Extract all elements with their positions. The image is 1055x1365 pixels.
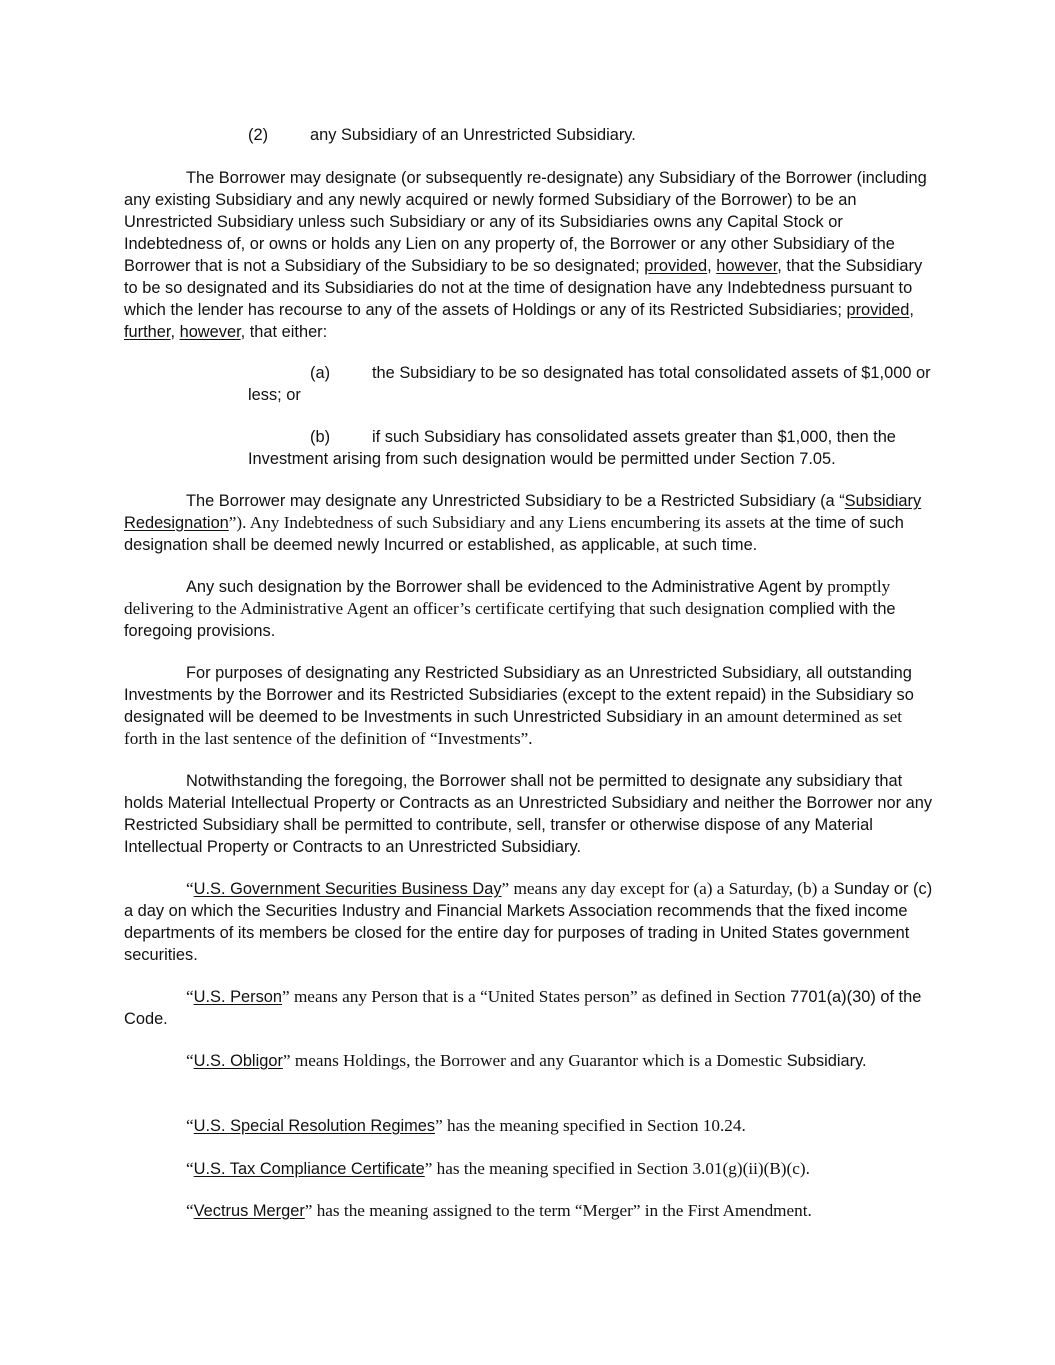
text-run: complied with the foregoing provisions. (124, 600, 896, 640)
sub-item-number: (a) (310, 364, 331, 382)
sub-item-a (248, 362, 938, 406)
list-number: (2) (248, 126, 269, 144)
text-run: Notwithstanding the foregoing, the Borrower shall not be permitted to designate any subsidiary that holds Material Intellectual Property or Contracts as an Unrestricted Subsidiary and neither the Borrower nor any Restricted Subsidiary shall be permitted to contribute, sell, transfer or otherwise dispose of any Material Intellectual Property or Contracts to an Unrestricted Subsidiary. (124, 772, 933, 856)
sub-item-number: (b) (310, 428, 331, 446)
defined-term: U.S. Obligor (193, 1052, 283, 1070)
defined-term: Vectrus Merger (193, 1202, 305, 1220)
text-run: For purposes of designating any Restricted Subsidiary as an Unrestricted Subsidiary, all outstanding Investments by the Borrower and its Restricted Subsidiaries (except to the extent repaid) in the Subsidiary so designated will be deemed to be Investments in such Unrestricted Subsidiary in an (124, 664, 914, 726)
text-run: “ (186, 987, 194, 1006)
definition-special-resolution (124, 1115, 939, 1137)
text-run: The Borrower may designate (or subsequently re-designate) any Subsidiary of the Borrower (including any existing Subsidiary and any newly acquired or newly formed Subsidiary of the Borrower) to be an Unrestricted Subsidiary unless such Subsidiary or any of its Subsidiaries owns any Capital Stock or Indebtedness of, or owns or holds any Lien on any property of, the Borrower or any other Subsidiary of the Borrower that is not a Subsidiary of the Subsidiary to be so designated; (124, 169, 927, 275)
text-run: “ (186, 1201, 194, 1220)
definition-us-person (124, 986, 939, 1030)
list-text: any Subsidiary of an Unrestricted Subsidiary. (310, 126, 636, 144)
text-run: ”). (228, 513, 250, 532)
definition-vectrus-merger (124, 1200, 939, 1222)
text-run: “ (186, 1051, 194, 1070)
text-run: “ (186, 1116, 194, 1135)
text-run: 7701(a)(30) of the Code. (124, 988, 922, 1028)
text-run: ” has the meaning specified in Section 10.24. (435, 1116, 746, 1135)
text-run: ” has the meaning assigned to the term “Merger” in the First Amendment. (304, 1201, 812, 1220)
text-run: ” means any Person that is a “United States person” as defined in Section (282, 987, 786, 1006)
definition-business-day (124, 878, 939, 966)
sub-item-b (248, 426, 938, 470)
paragraph-unrestricted-designation (124, 167, 939, 343)
text-run: ” means Holdings, the Borrower and any Guarantor which is a Domestic (282, 1051, 783, 1070)
sub-item-text: the Subsidiary to be so designated has total consolidated assets of $1,000 or less; or (248, 364, 931, 404)
defined-term: U.S. Government Securities Business Day (193, 880, 502, 898)
sub-item-text: if such Subsidiary has consolidated assets greater than $1,000, then the Investment arising from such designation would be permitted under Section 7.05. (248, 428, 896, 468)
text-run: promptly delivering to the Administrative Agent an officer’s certificate certifying that such designation (124, 577, 891, 618)
paragraph-notwithstanding (124, 770, 939, 858)
text-run: “ (186, 1159, 194, 1178)
text-run: The Borrower may designate any Unrestricted Subsidiary to be a Restricted Subsidiary (a “ (186, 492, 845, 510)
text-run: amount determined as set forth in the last sentence of the definition of “Investments”. (124, 707, 903, 748)
text-run: ” means any day except for (a) a Saturday, (b) a (501, 879, 830, 898)
underlined-term: provided (644, 257, 708, 275)
underlined-term: Subsidiary Redesignation (124, 492, 922, 532)
defined-term: U.S. Tax Compliance Certificate (193, 1160, 425, 1178)
definition-us-obligor (124, 1050, 939, 1072)
text-run: , that either: (240, 323, 328, 341)
text-run: at the time of such designation shall be deemed newly Incurred or established, as applicable, at such time. (124, 514, 904, 554)
underlined-term: however (716, 257, 778, 275)
paragraph-redesignation (124, 490, 939, 556)
text-run: Subsidiary. (782, 1052, 867, 1070)
defined-term: U.S. Special Resolution Regimes (193, 1117, 436, 1135)
text-run: , (170, 323, 180, 341)
underlined-term: further (124, 323, 171, 341)
text-run: , (707, 257, 717, 275)
text-run: ” has the meaning specified in Section 3.01(g)(ii)(B)(c). (424, 1159, 810, 1178)
text-run: , that the Subsidiary to be so designated and its Subsidiaries do not at the time of designation have any Indebtedness pursuant to which the lender has recourse to any of the assets of Holdings or any of its Restricted Subsidiaries; (124, 257, 923, 319)
definition-tax-certificate (124, 1158, 939, 1180)
list-item-2 (248, 124, 636, 146)
underlined-term: provided (846, 301, 910, 319)
text-run: Sunday or (c) a day on which the Securities Industry and Financial Markets Association recommends that the fixed income departments of its members be closed for the entire day for purposes of trading in United States government securities. (124, 880, 933, 964)
underlined-term: however (179, 323, 241, 341)
paragraph-investments (124, 662, 939, 750)
defined-term: U.S. Person (193, 988, 283, 1006)
text-run: “ (186, 879, 194, 898)
paragraph-evidence (124, 576, 939, 642)
text-run: , (909, 301, 914, 319)
text-run: Any Indebtedness of such Subsidiary and any Liens encumbering its assets (249, 513, 766, 532)
text-run: Any such designation by the Borrower shall be evidenced to the Administrative Agent by (186, 578, 823, 596)
